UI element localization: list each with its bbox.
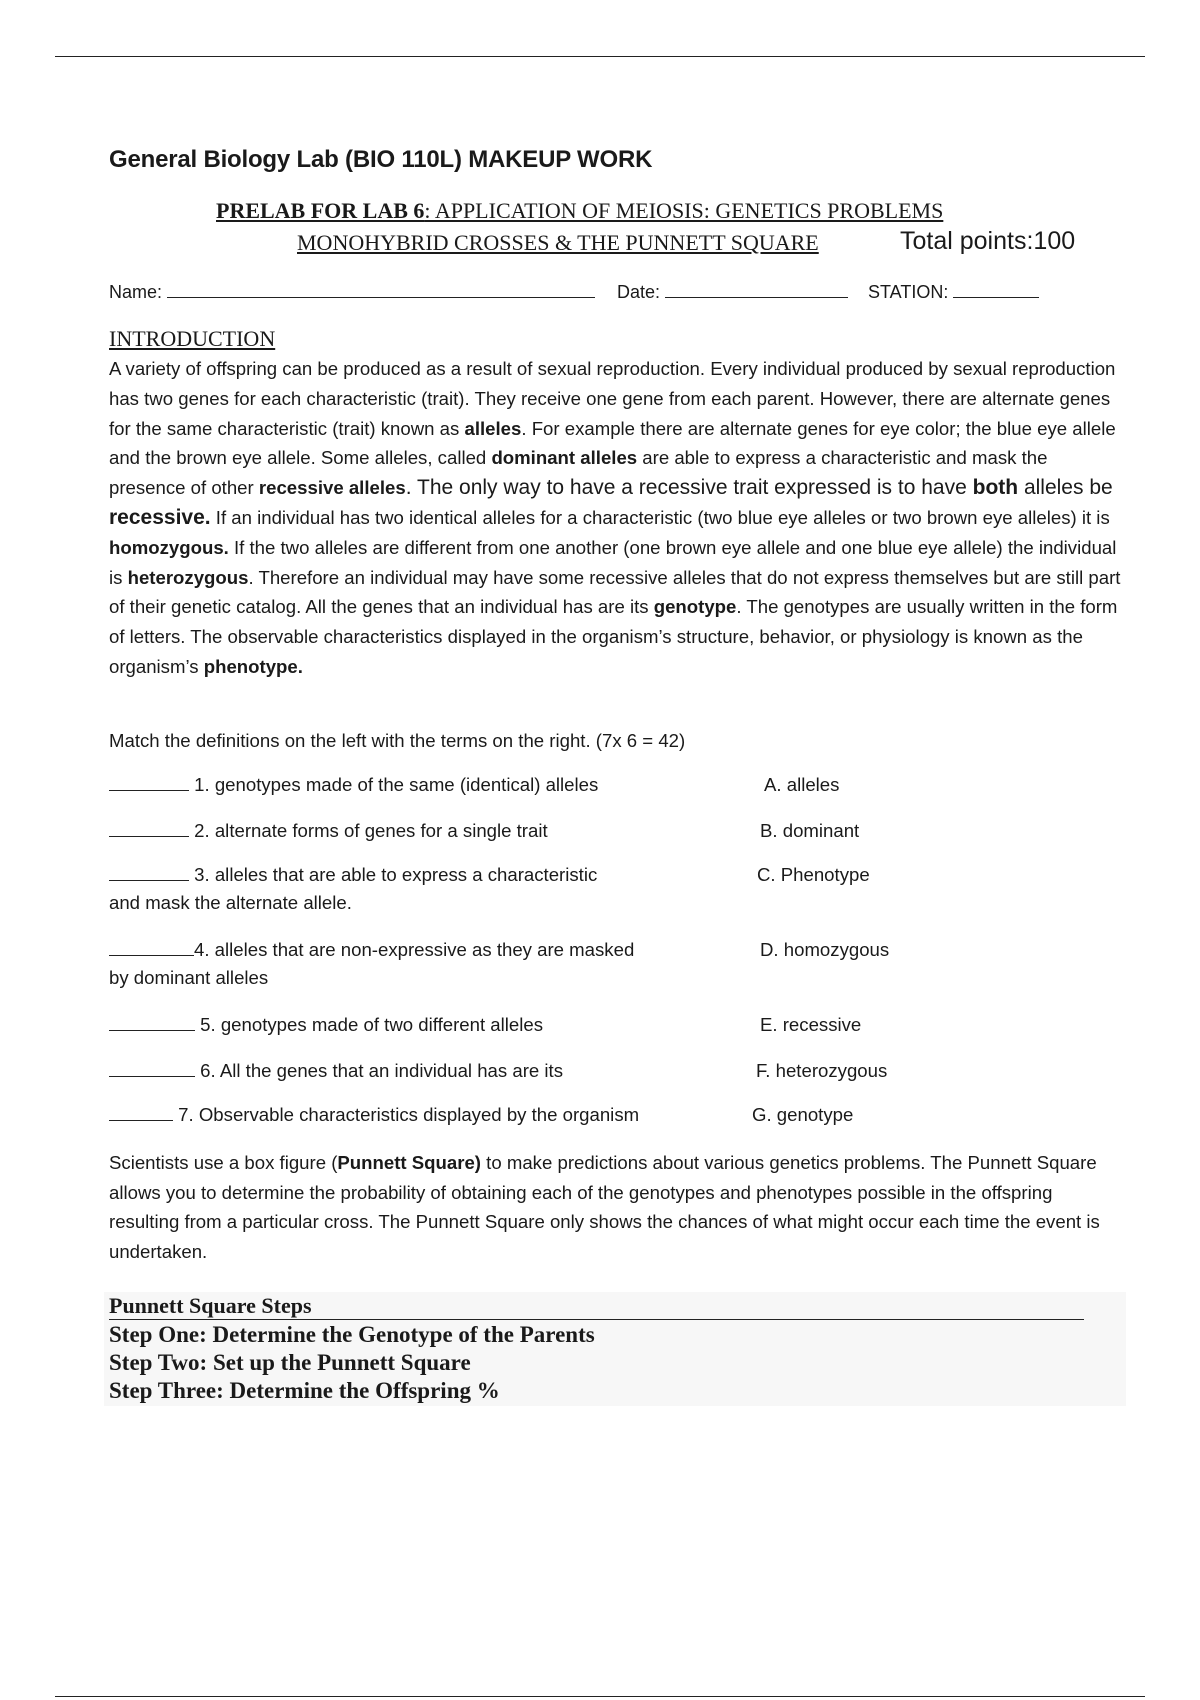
term-dominant-alleles: dominant alleles [491,447,638,469]
date-field[interactable] [617,281,848,303]
intro-text: . Therefore an individual may have some recessive alleles that do not express themselves but are still part of their genetic catalog. All the genes that an individual has are its [109,566,1121,618]
introduction-heading: INTRODUCTION [109,326,276,351]
prelab-label: PRELAB FOR LAB 6 [216,198,425,223]
matching-instructions: Match the definitions on the left with the terms on the right. (7x 6 = 42) [109,730,686,751]
term-punnett-square: Punnett Square) [337,1152,481,1173]
matching-definition-continued: and mask the alternate allele. [109,892,352,913]
answer-blank[interactable] [109,776,189,791]
term-recessive: recessive. [109,505,211,529]
intro-text: are able to express a characteristic and mask the presence of other [109,447,1048,499]
date-label: Date: [617,282,661,302]
matching-term: F. heterozygous [756,1060,888,1081]
matching-term: B. dominant [760,820,860,841]
station-label: STATION: [868,282,949,302]
term-phenotype: phenotype. [203,655,303,677]
prelab-topic: : APPLICATION OF MEIOSIS: GENETICS PROBLEMS [424,198,944,223]
punnett-text: Scientists use a box figure ( [109,1152,338,1173]
answer-blank[interactable] [109,1016,195,1031]
intro-text: alleles be [1018,476,1113,500]
matching-term: A. alleles [764,774,840,795]
matching-item [109,864,1119,914]
matching-term: C. Phenotype [757,864,870,885]
term-alleles: alleles [464,417,522,439]
matching-item [109,939,1119,989]
total-points: Total points:100 [900,227,1076,255]
term-both: both [972,476,1019,500]
bottom-rule [55,1696,1145,1697]
matching-definition: 5. genotypes made of two different alleles [200,1014,543,1035]
matching-item [109,1060,1119,1082]
intro-text: If the two alleles are different from one another (one brown eye allele and one blue eye allele) the individual is [109,536,1117,588]
step-one: Step One: Determine the Genotype of the Parents [109,1322,595,1347]
prelab-heading [216,198,943,224]
answer-blank[interactable] [109,941,194,956]
station-field[interactable] [868,281,1039,303]
document-title: General Biology Lab (BIO 110L) MAKEUP WORK [109,146,653,173]
matching-item [109,1014,1119,1036]
answer-blank[interactable] [109,1106,173,1121]
matching-definition: 7. Observable characteristics displayed by the organism [178,1104,640,1125]
matching-definition: 2. alternate forms of genes for a single trait [194,820,548,841]
matching-item [109,774,1119,796]
punnett-text: to make predictions about various genetics problems. The Punnett Square allows you to determine the probability of obtaining each of the genotypes and phenotypes possible in the offspring resulting from a particular cross. The Punnett Square only shows the chances of what might occur each time the event is undertaken. [109,1152,1100,1262]
intro-text: . For example there are alternate genes for eye color; the blue eye allele and the brown eye allele. Some alleles, called [109,417,1116,469]
matching-item [109,1104,1119,1126]
station-blank[interactable] [953,281,1039,298]
answer-blank[interactable] [109,822,189,837]
step-two: Step Two: Set up the Punnett Square [109,1350,471,1375]
punnett-square-paragraph [109,1148,1121,1266]
matching-item [109,820,1119,842]
answer-blank[interactable] [109,866,189,881]
intro-text: A variety of offspring can be produced as a result of sexual reproduction. Every individual produced by sexual reproduction has two genes for each characteristic (trait). They receive one gene from each parent. However, there are alternate genes for the same characteristic (trait) known as [109,358,1116,439]
answer-blank[interactable] [109,1062,195,1077]
name-field[interactable] [109,281,595,303]
term-heterozygous: heterozygous [127,566,249,588]
term-homozygous: homozygous. [109,536,229,558]
intro-text: . The genotypes are usually written in the form of letters. The observable characteristics displayed in the organism’s structure, behavior, or physiology is known as the organism’s [109,596,1118,677]
matching-definition: 1. genotypes made of the same (identical) alleles [194,774,599,795]
matching-term: G. genotype [752,1104,854,1125]
matching-term: D. homozygous [760,939,890,960]
date-blank[interactable] [665,281,848,298]
intro-text: If an individual has two identical alleles for a characteristic (two blue eye alleles or two brown eye alleles) it is [210,506,1110,528]
term-genotype: genotype [653,596,737,618]
matching-term: E. recessive [760,1014,862,1035]
matching-definition: 4. alleles that are non-expressive as they are masked [194,939,635,960]
matching-definition-continued: by dominant alleles [109,967,269,988]
term-recessive-alleles: recessive alleles [258,477,406,499]
name-label: Name: [109,282,163,302]
steps-heading: Punnett Square Steps [109,1293,1084,1320]
matching-definition: 3. alleles that are able to express a characteristic [194,864,598,885]
prelab-subtitle: MONOHYBRID CROSSES & THE PUNNETT SQUARE [297,230,819,255]
introduction-paragraph [109,354,1121,682]
intro-text: . The only way to have a recessive trait expressed is to have [405,476,973,500]
step-three: Step Three: Determine the Offspring % [109,1378,500,1403]
top-rule [55,56,1145,57]
name-blank[interactable] [167,281,595,298]
matching-definition: 6. All the genes that an individual has are its [200,1060,563,1081]
